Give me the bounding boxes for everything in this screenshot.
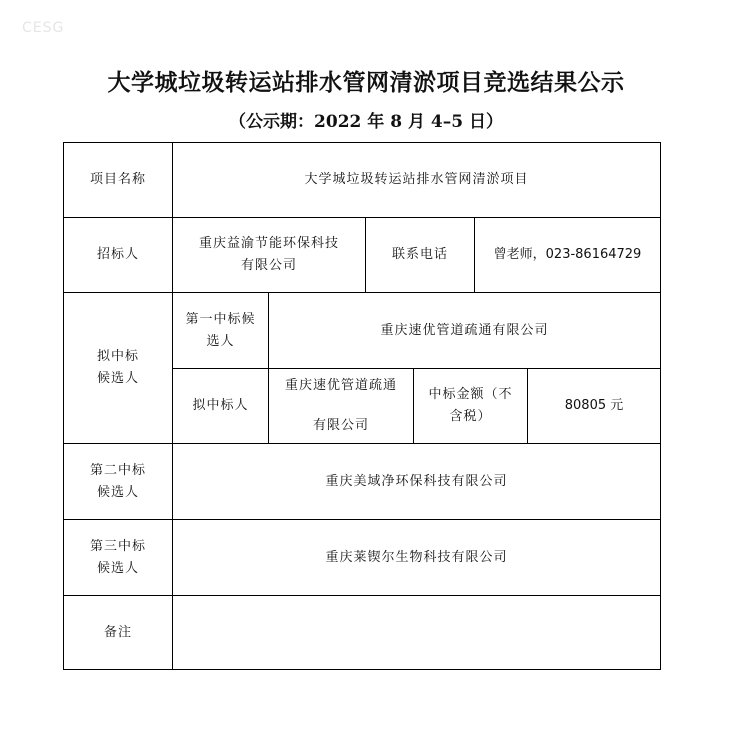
tenderer-value: 重庆益渝节能环保科技 有限公司 <box>198 236 339 273</box>
remarks-label: 备注 <box>103 624 132 640</box>
project-name-value: 大学城垃圾转运站排水管网清淤项目 <box>304 172 529 187</box>
third-candidate-value: 重庆莱锲尔生物科技有限公司 <box>325 549 508 565</box>
bid-amount-label: 中标金额（不 含税） <box>428 387 513 424</box>
page-title: 大学城垃圾转运站排水管网清淤项目竞选结果公示 <box>107 69 625 96</box>
project-name-label: 项目名称 <box>89 172 146 187</box>
tenderer-label: 招标人 <box>96 247 139 262</box>
second-candidate-label: 第二中标 候选人 <box>89 462 146 500</box>
proposed-winner-label: 拟中标人 <box>192 398 249 413</box>
second-candidate-value: 重庆美域净环保科技有限公司 <box>325 473 508 489</box>
first-candidate-value: 重庆速优管道疏通有限公司 <box>380 322 549 338</box>
first-candidate-label: 第一中标候 选人 <box>185 311 256 349</box>
watermark-logo: CESG <box>22 20 65 36</box>
contact-value: 曾老师，023-86164729 <box>493 247 642 262</box>
table-border-right <box>660 142 661 670</box>
contact-label: 联系电话 <box>391 247 448 262</box>
page-subtitle: （公示期：2022 年 8 月 4–5 日） <box>229 112 503 132</box>
third-candidate-label: 第三中标 候选人 <box>89 538 146 576</box>
bid-amount-value: 80805 元 <box>564 398 624 413</box>
remarks-value <box>173 596 660 669</box>
table-border-bottom <box>63 669 661 670</box>
proposed-winner-value: 重庆速优管道疏通 有限公司 <box>284 378 397 433</box>
proposed-candidate-label: 拟中标 候选人 <box>96 349 139 386</box>
